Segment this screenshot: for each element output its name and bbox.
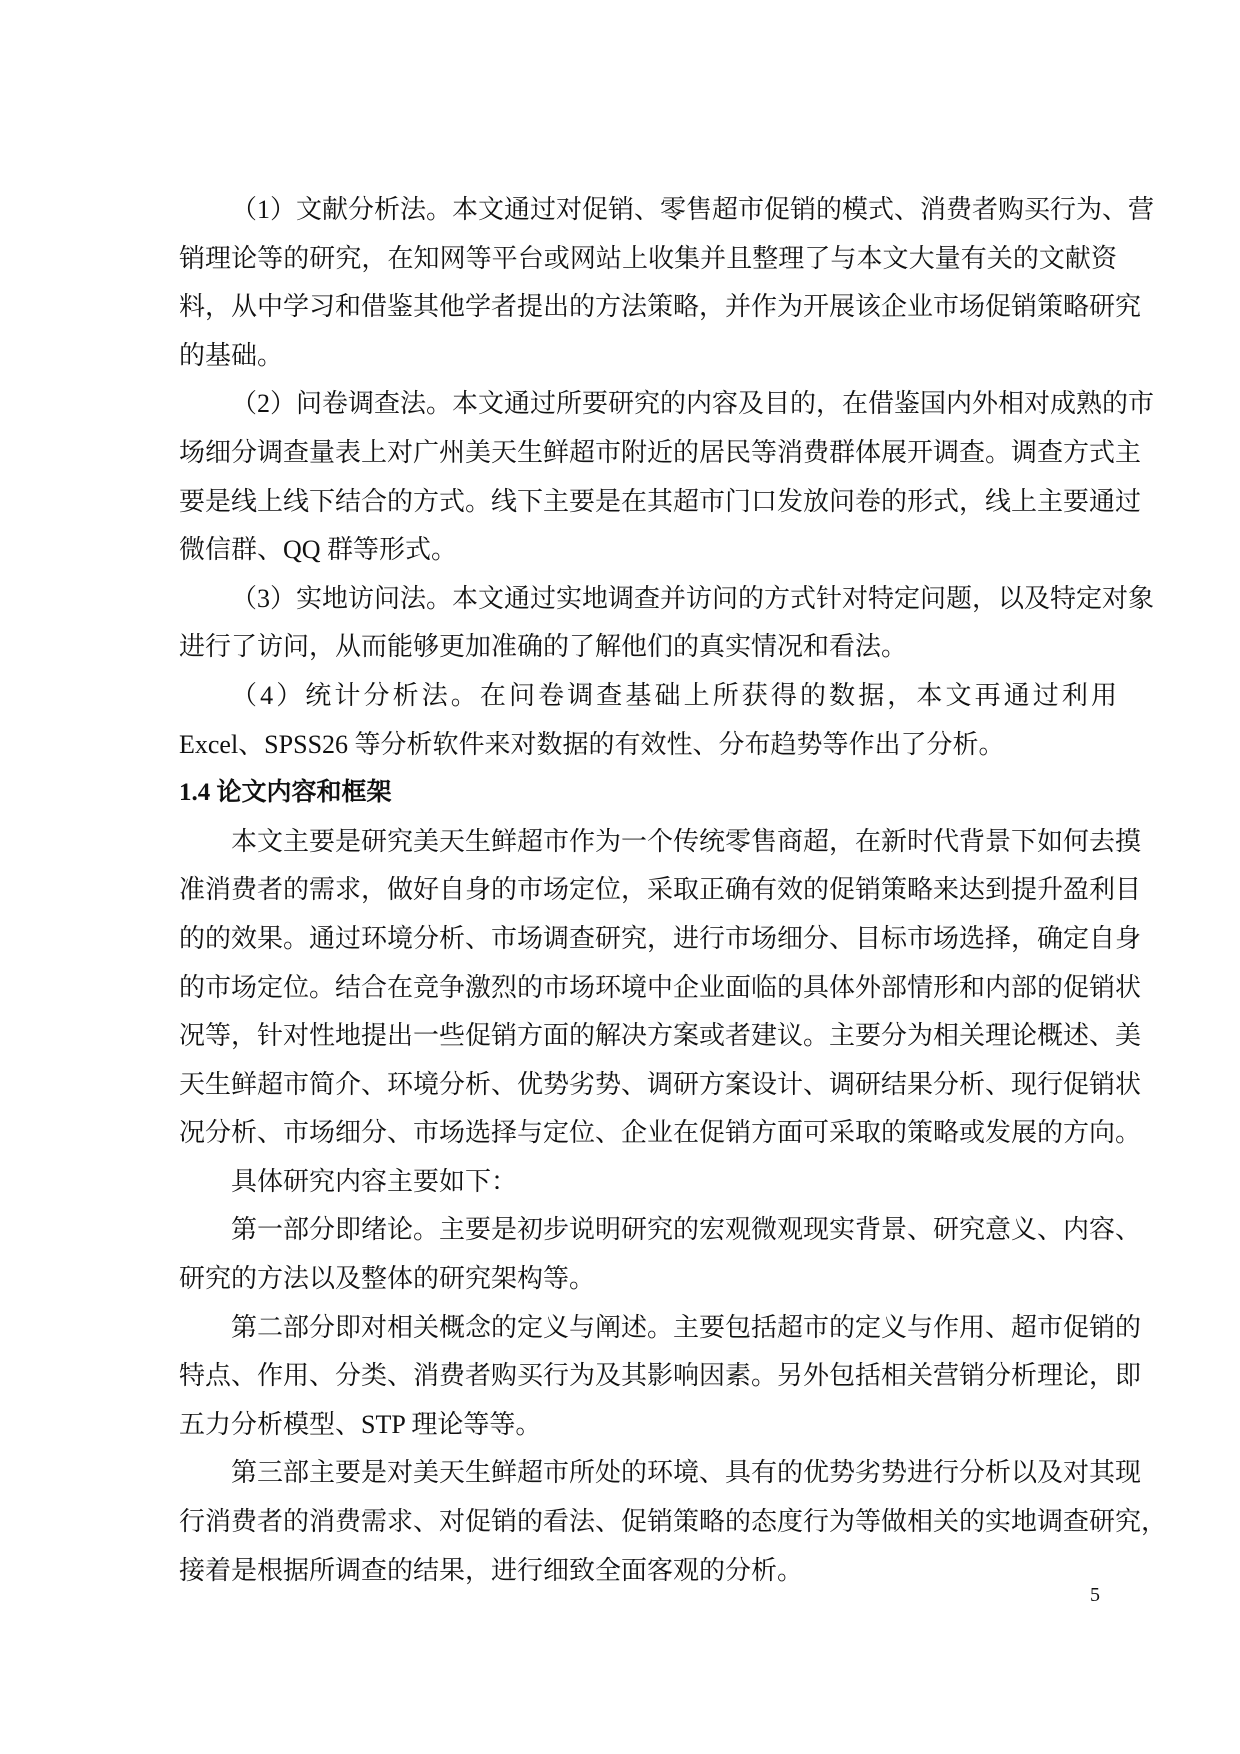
paragraph-line: 的市场定位。结合在竞争激烈的市场环境中企业面临的具体外部情形和内部的促销状 <box>179 972 1142 1002</box>
paragraph-line: 具体研究内容主要如下： <box>231 1166 518 1196</box>
paragraph-line: 要是线上线下结合的方式。线下主要是在其超市门口发放问卷的形式，线上主要通过 <box>179 486 1142 516</box>
paragraph <box>179 1158 1117 1207</box>
paragraph-line: 第二部分即对相关概念的定义与阐述。主要包括超市的定义与作用、超市促销的 <box>231 1312 1142 1342</box>
paragraph-line: Excel、SPSS26 等分析软件来对数据的有效性、分布趋势等作出了分析。 <box>179 729 1005 759</box>
paragraph-line: （2）问卷调查法。本文通过所要研究的内容及目的，在借鉴国内外相对成熟的市 <box>231 389 1155 419</box>
paragraph-line: 销理论等的研究，在知网等平台或网站上收集并且整理了与本文大量有关的文献资 <box>179 243 1117 273</box>
paragraph-line: 第三部主要是对美天生鲜超市所处的环境、具有的优势劣势进行分析以及对其现 <box>231 1458 1142 1488</box>
document-body <box>179 186 1168 1595</box>
paragraph-line: 进行了访问，从而能够更加准确的了解他们的真实情况和看法。 <box>179 632 908 662</box>
paragraph <box>179 1304 1142 1450</box>
paragraph <box>179 575 1155 672</box>
paragraph-line: 准消费者的需求，做好自身的市场定位，采取正确有效的促销策略来达到提升盈利目 <box>179 875 1142 905</box>
paragraph-line: 本文主要是研究美天生鲜超市作为一个传统零售商超，在新时代背景下如何去摸 <box>231 826 1142 856</box>
paragraph-line: （3）实地访问法。本文通过实地调查并访问的方式针对特定问题，以及特定对象 <box>231 583 1155 613</box>
paragraph-line: 天生鲜超市简介、环境分析、优势劣势、调研方案设计、调研结果分析、现行促销状 <box>179 1069 1142 1099</box>
paragraph <box>179 818 1142 1158</box>
paragraph <box>179 380 1155 574</box>
paragraph <box>179 186 1155 380</box>
paragraph-line: 研究的方法以及整体的研究架构等。 <box>179 1264 596 1294</box>
paragraph-line: 料，从中学习和借鉴其他学者提出的方法策略，并作为开展该企业市场促销策略研究 <box>179 292 1142 322</box>
paragraph-line: 接着是根据所调查的结果，进行细致全面客观的分析。 <box>179 1555 804 1585</box>
heading-text: 1.4 论文内容和框架 <box>179 779 392 807</box>
paragraph-line: 行消费者的消费需求、对促销的看法、促销策略的态度行为等做相关的实地调查研究， <box>179 1507 1168 1537</box>
paragraph-line: 第一部分即绪论。主要是初步说明研究的宏观微观现实背景、研究意义、内容、 <box>231 1215 1142 1245</box>
paragraph-line: 五力分析模型、STP 理论等等。 <box>179 1409 542 1439</box>
paragraph-line: 的基础。 <box>179 340 284 370</box>
paragraph-line: （4）统计分析法。在问卷调查基础上所获得的数据，本文再通过利用 <box>231 680 1117 710</box>
paragraph <box>179 672 1117 769</box>
paragraph-line: 的的效果。通过环境分析、市场调查研究，进行市场细分、目标市场选择，确定自身 <box>179 923 1142 953</box>
paragraph-line: （1）文献分析法。本文通过对促销、零售超市促销的模式、消费者购买行为、营 <box>231 195 1155 224</box>
paragraph <box>179 1206 1142 1303</box>
section-heading <box>179 769 1117 818</box>
paragraph-line: 况分析、市场细分、市场选择与定位、企业在促销方面可采取的策略或发展的方向。 <box>179 1118 1142 1148</box>
page-number: 5 <box>1090 1584 1100 1606</box>
paragraph-line: 场细分调查量表上对广州美天生鲜超市附近的居民等消费群体展开调查。调查方式主 <box>179 437 1142 467</box>
paragraph-line: 况等，针对性地提出一些促销方面的解决方案或者建议。主要分为相关理论概述、美 <box>179 1021 1142 1051</box>
paragraph-line: 特点、作用、分类、消费者购买行为及其影响因素。另外包括相关营销分析理论，即 <box>179 1361 1142 1391</box>
paragraph <box>179 1449 1168 1595</box>
paragraph-line: 微信群、QQ 群等形式。 <box>179 535 458 565</box>
